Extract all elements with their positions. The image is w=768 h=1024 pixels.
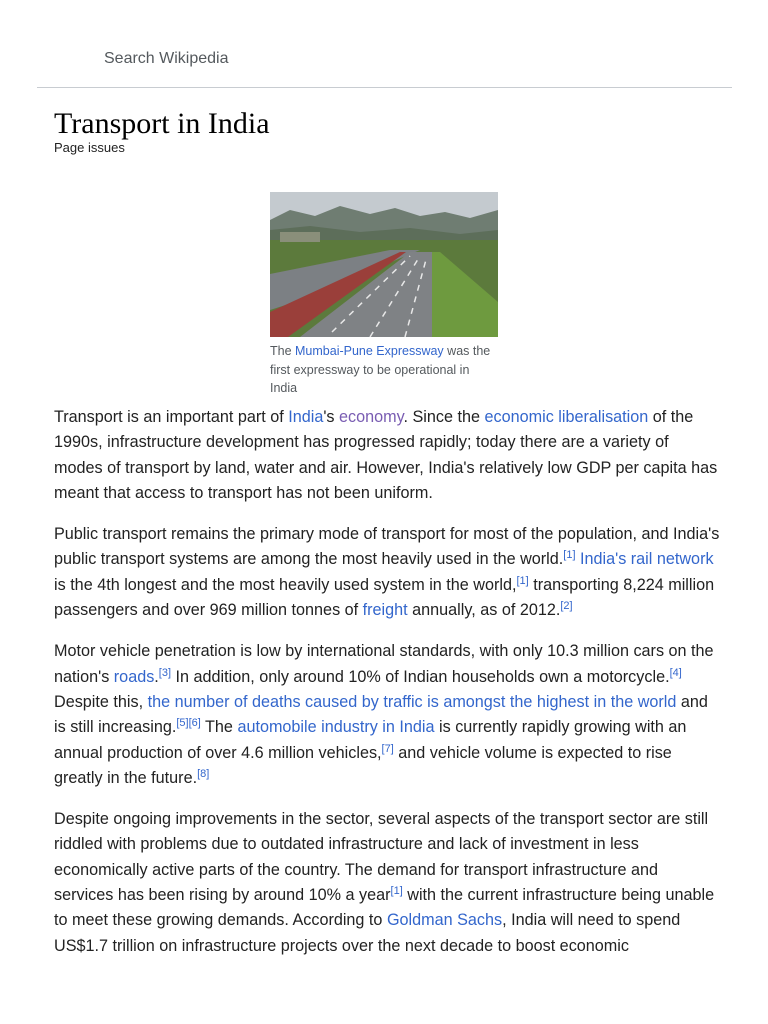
link-roads[interactable]: roads <box>113 667 155 686</box>
citation[interactable]: [6] <box>188 717 201 730</box>
paragraph-4: Despite ongoing improvements in the sector, several aspects of the transport sector are still riddled with problems due to outdated infrastructure and lack of investment in less economically active parts of the country. The demand for transport infrastructure and services has been rising by around 10% a year[1] with the current infrastructure being unable to meet these growing demands. According to Goldman Sachs, India will need to spend US$1.7 trillion on infrastructure projects over the next decade to boost economic <box>54 810 715 955</box>
link-traffic-deaths[interactable]: the number of deaths caused by traffic is amongst the highest in the world <box>147 692 677 711</box>
page-title: Transport in India <box>54 107 270 140</box>
header-bar <box>37 0 732 88</box>
figure <box>270 192 498 398</box>
citation[interactable]: [8] <box>197 767 210 780</box>
paragraph-1: Transport is an important part of India's economy. Since the economic liberalisation of the 1990s, infrastructure development has progressed rapidly; today there are a variety of modes of transport by land, water and air. However, India's relatively low GDP per capita has meant that access to transport has not been uniform. <box>54 408 718 502</box>
citation[interactable]: [3] <box>158 666 172 679</box>
paragraph-3: Motor vehicle penetration is low by international standards, with only 10.3 million cars on the nation's roads.[3] In addition, only around 10% of Indian households own a motorcycle.[4] Despite this, the number of deaths caused by traffic is amongst the highest in the world and is still increasing.[5][6] The automobile industry in India is currently rapidly growing with an annual production of over 4.6 million vehicles,[7] and vehicle volume is expected to rise greatly in the future.[8] <box>54 642 714 787</box>
caption-text: was the first expressway to be operational in India <box>270 344 491 395</box>
link-goldman-sachs[interactable]: Goldman Sachs <box>386 911 503 930</box>
citation[interactable]: [1] <box>390 885 403 898</box>
caption-text: The <box>270 344 296 358</box>
caption-link-mumbai-pune-expressway[interactable]: Mumbai-Pune Expressway <box>295 344 444 358</box>
link-india[interactable]: India <box>288 408 324 426</box>
paragraph-2: Public transport remains the primary mode of transport for most of the population, and India's public transport systems are among the most heavily used in the world.[1] India's rail network is the 4th longest and the most heavily used system in the world,[1] transporting 8,224 million passengers and over 969 million tonnes of freight annually, as of 2012.[2] <box>54 525 720 620</box>
citation[interactable]: [7] <box>381 742 394 755</box>
figure-caption <box>270 342 498 398</box>
link-freight[interactable]: freight <box>362 601 408 620</box>
citation[interactable]: [1] <box>516 574 529 587</box>
link-economy[interactable]: economy <box>339 408 404 426</box>
link-indias-rail-network[interactable]: India's rail network <box>580 550 714 569</box>
citation[interactable]: [4] <box>669 666 682 679</box>
expressway-image[interactable] <box>270 192 498 337</box>
citation[interactable]: [1] <box>563 549 576 562</box>
article-body <box>54 405 720 975</box>
link-economic-liberalisation[interactable]: economic liberalisation <box>484 408 649 426</box>
link-automobile-industry[interactable]: automobile industry in India <box>237 718 435 737</box>
page-issues-link[interactable]: Page issues <box>54 140 125 155</box>
citation[interactable]: [5] <box>176 717 189 730</box>
citation[interactable]: [2] <box>560 600 573 613</box>
search-input[interactable]: Search Wikipedia <box>104 50 229 67</box>
